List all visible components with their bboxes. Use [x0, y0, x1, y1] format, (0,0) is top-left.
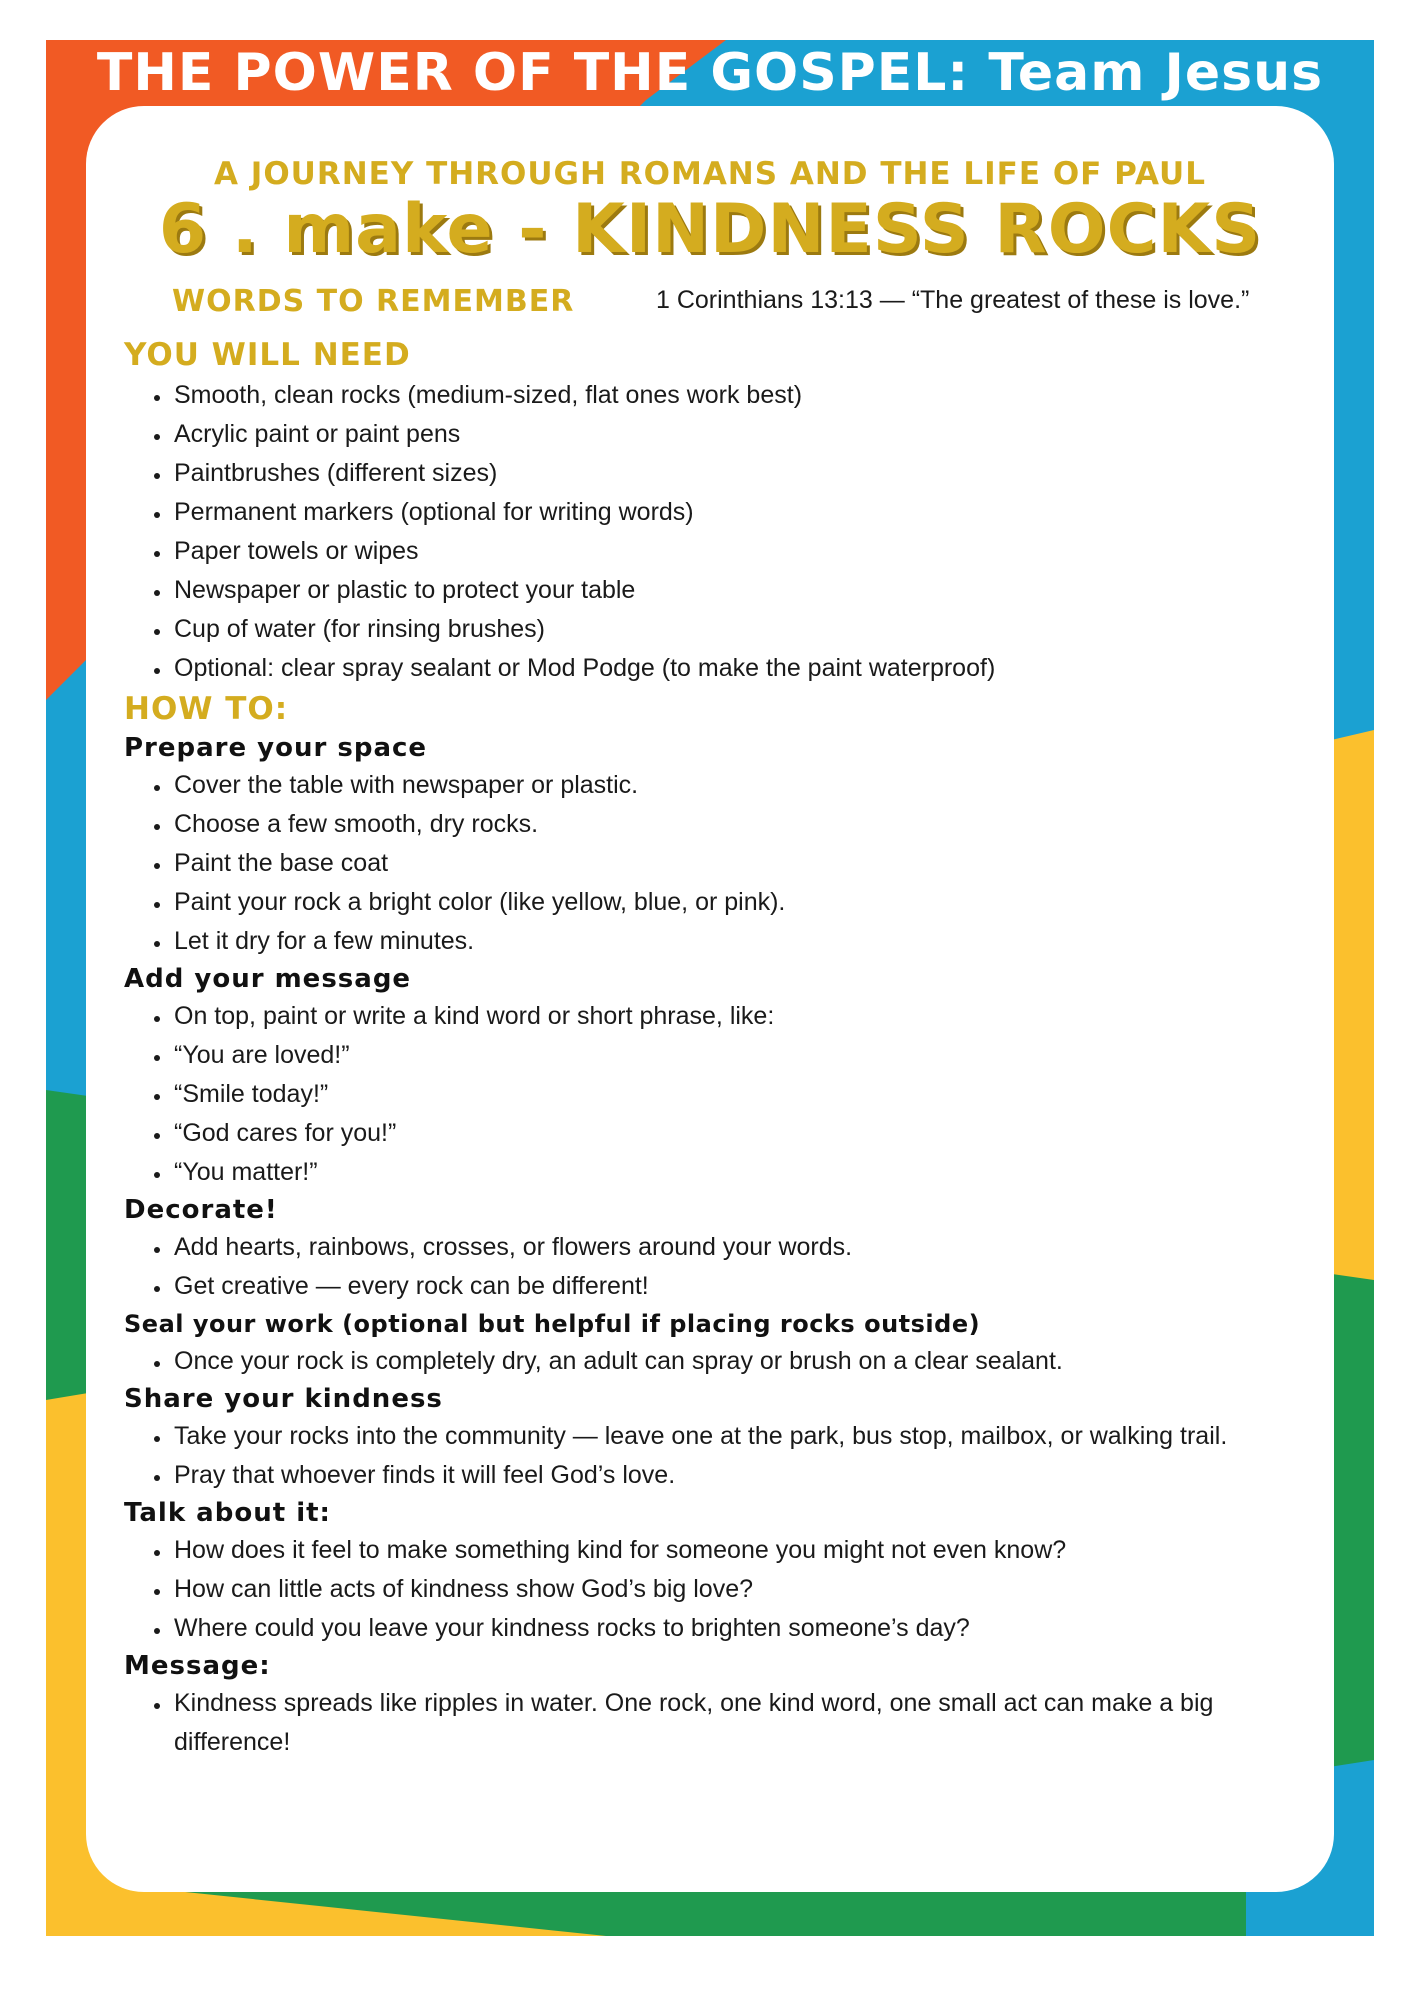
list-item: • Paintbrushes (different sizes) — [172, 454, 1314, 493]
banner-title: THE POWER OF THE GOSPEL: Team Jesus — [96, 43, 1324, 103]
list-item: • Kindness spreads like ripples in water. One rock, one kind word, one small act can make a big difference! — [172, 1684, 1314, 1762]
page-frame — [46, 40, 1374, 1936]
lesson-title: 6 . make - KINDNESS ROCKS — [158, 190, 1262, 269]
list-item: • Paint your rock a bright color (like yellow, blue, or pink). — [172, 883, 1314, 922]
list-item: • On top, paint or write a kind word or short phrase, like: — [172, 997, 1314, 1036]
list-item: • “Smile today!” — [172, 1075, 1314, 1114]
list-item: • Paint the base coat — [172, 844, 1314, 883]
list-item: • Permanent markers (optional for writing words) — [172, 493, 1314, 532]
list-item: • How does it feel to make something kind for someone you might not even know? — [172, 1531, 1314, 1570]
list-item: • Take your rocks into the community — leave one at the park, bus stop, mailbox, or walking trail. — [172, 1417, 1314, 1456]
content-card — [86, 106, 1334, 1892]
step-list-share — [124, 1417, 1314, 1495]
words-to-remember-heading: WORDS TO REMEMBER — [172, 284, 575, 319]
list-item: • Smooth, clean rocks (medium-sized, flat ones work best) — [172, 376, 1314, 415]
list-item: • Cup of water (for rinsing brushes) — [172, 610, 1314, 649]
talk-about-it-heading: Talk about it: — [124, 1498, 331, 1528]
message-list — [124, 1684, 1314, 1762]
list-item: • Acrylic paint or paint pens — [172, 415, 1314, 454]
step-heading-prepare: Prepare your space — [124, 733, 428, 763]
memory-verse: 1 Corinthians 13:13 — “The greatest of these is love.” — [656, 286, 1250, 314]
message-heading: Message: — [124, 1651, 271, 1681]
step-heading-decorate: Decorate! — [124, 1195, 278, 1225]
you-will-need-heading: YOU WILL NEED — [124, 337, 411, 373]
step-heading-share: Share your kindness — [124, 1384, 443, 1414]
talk-about-it-list — [124, 1531, 1314, 1648]
step-list-message — [124, 997, 1314, 1192]
list-item: • Get creative — every rock can be different! — [172, 1267, 1314, 1306]
list-item: • Once your rock is completely dry, an adult can spray or brush on a clear sealant. — [172, 1342, 1314, 1381]
content-body — [124, 334, 1314, 1762]
step-list-decorate — [124, 1228, 1314, 1306]
step-heading-seal: Seal your work (optional but helpful if placing rocks outside) — [124, 1310, 981, 1338]
step-list-prepare — [124, 766, 1314, 961]
list-item: • Add hearts, rainbows, crosses, or flowers around your words. — [172, 1228, 1314, 1267]
list-item: • Where could you leave your kindness rocks to brighten someone’s day? — [172, 1609, 1314, 1648]
list-item: • Paper towels or wipes — [172, 532, 1314, 571]
step-heading-message: Add your message — [124, 964, 412, 994]
how-to-heading: HOW TO: — [124, 691, 289, 727]
supplies-list — [124, 376, 1314, 688]
series-subtitle: A JOURNEY THROUGH ROMANS AND THE LIFE OF PAUL — [214, 156, 1206, 192]
list-item: • “You matter!” — [172, 1153, 1314, 1192]
list-item: • Cover the table with newspaper or plastic. — [172, 766, 1314, 805]
list-item: • Choose a few smooth, dry rocks. — [172, 805, 1314, 844]
list-item: • Let it dry for a few minutes. — [172, 922, 1314, 961]
list-item: • Optional: clear spray sealant or Mod Podge (to make the paint waterproof) — [172, 649, 1314, 688]
list-item: • Newspaper or plastic to protect your table — [172, 571, 1314, 610]
list-item: • Pray that whoever finds it will feel God’s love. — [172, 1456, 1314, 1495]
step-list-seal — [124, 1342, 1314, 1381]
list-item: • “God cares for you!” — [172, 1114, 1314, 1153]
list-item: • “You are loved!” — [172, 1036, 1314, 1075]
list-item: • How can little acts of kindness show God’s big love? — [172, 1570, 1314, 1609]
